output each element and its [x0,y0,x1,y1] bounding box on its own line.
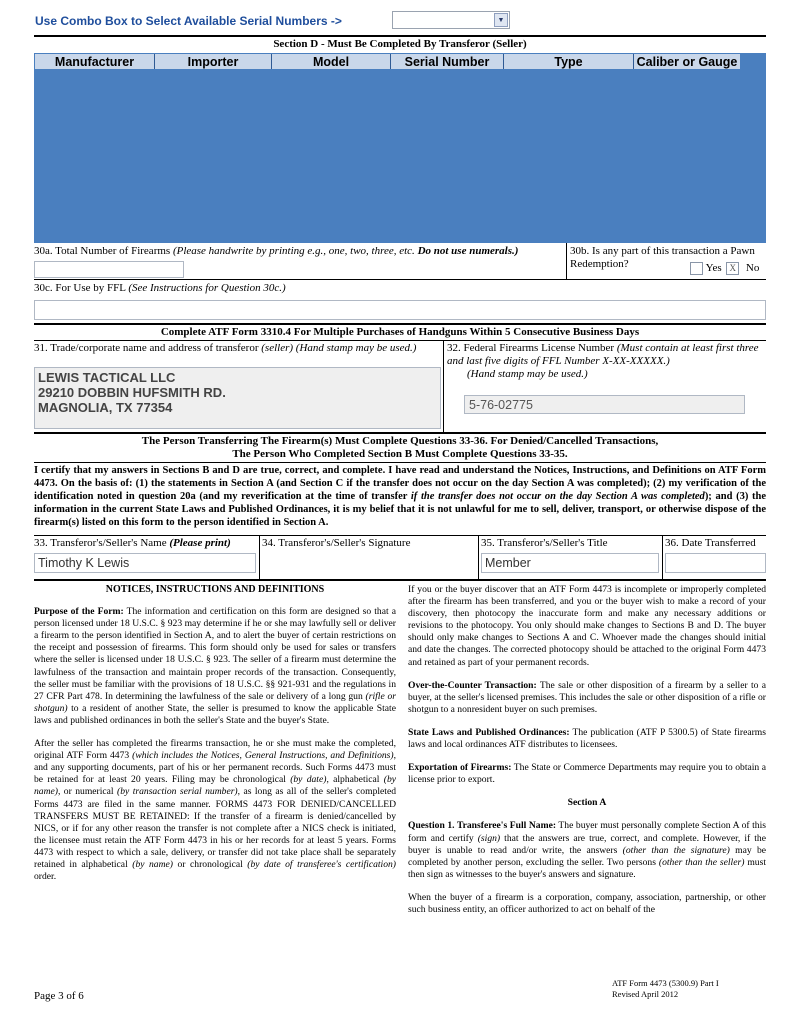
q35-label: 35. Transferor's/Seller's Title [481,537,608,549]
purpose-paragraph: Purpose of the Form: The information and certification on this form are designed so that a person licensed under 18 U.S.C. § 923 may determine if he or she may lawfully sell or deliver a firearm to the person identified in Section A, and to alert the buyer of certain restrictions on the receipt and possession of firearms. This form should only be used for sales or transfers where the seller is licensed under 18 U.S.C. § 923. The seller of a firearm must determine the lawfulness of the transaction and maintain proper records of the transaction. Consequently, the seller must be familiar with the provisions of 18 U.S.C. §§ 921-931 and the regulations in 27 CFR Part 478. In determining the lawfulness of the sale or delivery of a long gun (rifle or shotgun) to a resident of another State, the seller is presumed to know the applicable State laws and published ordinances in both the seller's State and the buyer's State. [34,606,396,726]
q35-divider [662,536,663,579]
signature-row-bottom-rule [34,579,766,581]
column-header-serial-number: Serial Number [391,54,504,69]
q30-divider [566,243,567,279]
form-identifier: ATF Form 4473 (5300.9) Part I Revised April 2012 [612,978,719,999]
q32-label: 32. Federal Firearms License Number (Must contain at least first three and last five digits of FFL Number X-XX-XXXXX.) (Hand stamp may be used.) [447,342,759,380]
notices-right-column [408,584,766,927]
q33-divider [259,536,260,579]
certification-statement: I certify that my answers in Sections B and D are true, correct, and complete. I have read and understand the Notices, Instructions, and Definitions on ATF Form 4473. On the basis of: (1) the statements in Section A (and Section C if the transfer does not occur on the day Section A was completed); (2) my verification of the identification noted in question 20a (and my reverification at the time of transfer if the transfer does not occur on the day Section A was completed); and (3) the information in the current State Laws and Published Ordinances, it is my belief that it is not unlawful for me to sell, deliver, transport, or otherwise dispose of the firearm(s) listed on this form to the person identified in Section A. [34,465,766,528]
serial-number-combo-box[interactable] [392,11,510,29]
q35-seller-title-field[interactable]: Member [481,553,659,573]
section-d-title: Section D - Must Be Completed By Transferor (Seller) [273,38,527,50]
q30a-label: 30a. Total Number of Firearms (Please handwrite by printing e.g., one, two, three, etc. Do not use numerals.) [34,245,519,257]
q30b-label: 30b. Is any part of this transaction a Pawn Redemption? [570,245,755,270]
q30c-bottom-rule [34,323,766,325]
notices-heading: NOTICES, INSTRUCTIONS AND DEFINITIONS [105,584,325,595]
column-header-caliber: Caliber or Gauge [634,54,740,69]
q30a-total-firearms-field[interactable] [34,261,184,278]
q30c-label: 30c. For Use by FFL (See Instructions for Question 30c.) [34,282,286,294]
notices-left-column [34,584,396,894]
transfer-heading-rule [34,462,766,463]
firearms-table-header [34,53,766,70]
business-entity-paragraph: When the buyer of a firearm is a corporation, company, association, partnership, or other such business entity, an officer authorized to act on behalf of the [408,891,766,915]
q31-transferor-address-field[interactable] [34,367,441,429]
q30c-ffl-field[interactable] [34,300,766,320]
q31-line-3: MAGNOLIA, TX 77354 [38,400,173,415]
q30b-no-label: No [745,262,760,274]
q31-q32-divider [443,341,444,432]
q31-line-2: 29210 DOBBIN HUFSMITH RD. [38,385,226,400]
q34-label: 34. Transferor's/Seller's Signature [262,537,411,549]
firearms-table-body[interactable] [34,70,766,243]
state-laws-paragraph: State Laws and Published Ordinances: The publication (ATF P 5300.5) of State firearms laws and local ordinances ATF distributes to licensees. [408,726,766,751]
q31-line-1: LEWIS TACTICAL LLC [38,370,176,385]
q30-bottom-rule [34,279,766,280]
q31-bottom-rule [34,432,766,434]
q30b-no-checkbox[interactable]: X [726,262,739,275]
q36-label: 36. Date Transferred [665,537,756,549]
exportation-paragraph: Exportation of Firearms: The State or Commerce Departments may require you to obtain a license prior to export. [408,762,766,786]
chevron-down-icon[interactable]: ▼ [494,13,508,27]
corrections-paragraph: If you or the buyer discover that an ATF Form 4473 is incomplete or improperly completed after the firearm has been transferred, and you or the buyer wish to make a record of your discovery, then photocopy the inaccurate form and make any necessary additions or revisions to the photocopy. You only should make changes to Sections B and D. The buyer should only make changes to Sections A and C. Whoever made the changes should initial and date the changes. The corrected photocopy should be attached to the original Form 4473 and retained as part of your permanent records. [408,584,766,668]
combo-box-label: Use Combo Box to Select Available Serial Numbers -> [35,14,342,28]
column-header-importer: Importer [155,54,272,69]
records-paragraph: After the seller has completed the firearms transaction, he or she must make the completed, original ATF Form 4473 (which includes the Notices, General Instructions, and Definitions), and any supporting documents, part of his or her permanent records. Such Forms 4473 must be retained for at least 20 years. Filing may be chronological (by date), alphabetical (by name), or numerical (by transaction serial number), as long as all of the seller's completed Forms 4473 are filed in the same manner. FORMS 4473 FOR DENIED/CANCELLED TRANSFERS MUST BE RETAINED: If the transfer of a firearm is denied/cancelled by NICS, or if for any other reason the transfer is not complete after a NICS check is initiated, the licensee must retain the ATF Form 4473 in his or her records for at least 5 years. Forms 4473 with respect to which a sale, delivery, or transfer did not take place shall be separately retained in alphabetical (by name) or chronological (by date of transferee's certification) order. [34,738,397,883]
page-number: Page 3 of 6 [34,990,84,1002]
q33-seller-name-field[interactable]: Timothy K Lewis [34,553,256,573]
q30b-yes-checkbox[interactable] [690,262,703,275]
multiple-purchases-notice: Complete ATF Form 3310.4 For Multiple Purchases of Handguns Within 5 Consecutive Business Days [160,326,640,338]
q31-label: 31. Trade/corporate name and address of transferor (seller) (Hand stamp may be used.) [34,342,417,354]
question-1-paragraph: Question 1. Transferee's Full Name: The buyer must personally complete Section A of this form and certify (sign) that the answers are true, correct, and complete. However, if the buyer is unable to read and/or write, the answers (other than the signature) may be completed by another person, excluding the seller. Two persons (other than the seller) must then sign as witnesses to the buyer's answers and signature. [408,820,766,880]
q30b-yes-label: Yes [705,262,722,274]
q34-divider [478,536,479,579]
q36-date-transferred-field[interactable] [665,553,766,573]
certification-rule [34,535,766,536]
section-d-top-rule [34,35,766,37]
column-header-type: Type [504,54,634,69]
q32-ffl-number-field[interactable]: 5-76-02775 [464,395,745,414]
column-header-manufacturer: Manufacturer [35,54,155,69]
q30b-options [690,262,759,275]
section-a-heading: Section A [567,797,607,809]
transfer-heading: The Person Transferring The Firearm(s) Must Complete Questions 33-36. For Denied/Cancelled Transactions, The Person Who Completed Section B Must Complete Questions 33-35. [141,435,659,460]
over-the-counter-paragraph: Over-the-Counter Transaction: The sale or other disposition of a firearm by a seller to a buyer, at the seller's licensed premises. This includes the sale or other disposition of a rifle or shotgun to a nonresident buyer on such premises. [408,679,766,715]
multiple-purchases-rule [34,340,766,341]
column-header-model: Model [272,54,391,69]
q33-label: 33. Transferor's/Seller's Name (Please print) [34,537,231,549]
